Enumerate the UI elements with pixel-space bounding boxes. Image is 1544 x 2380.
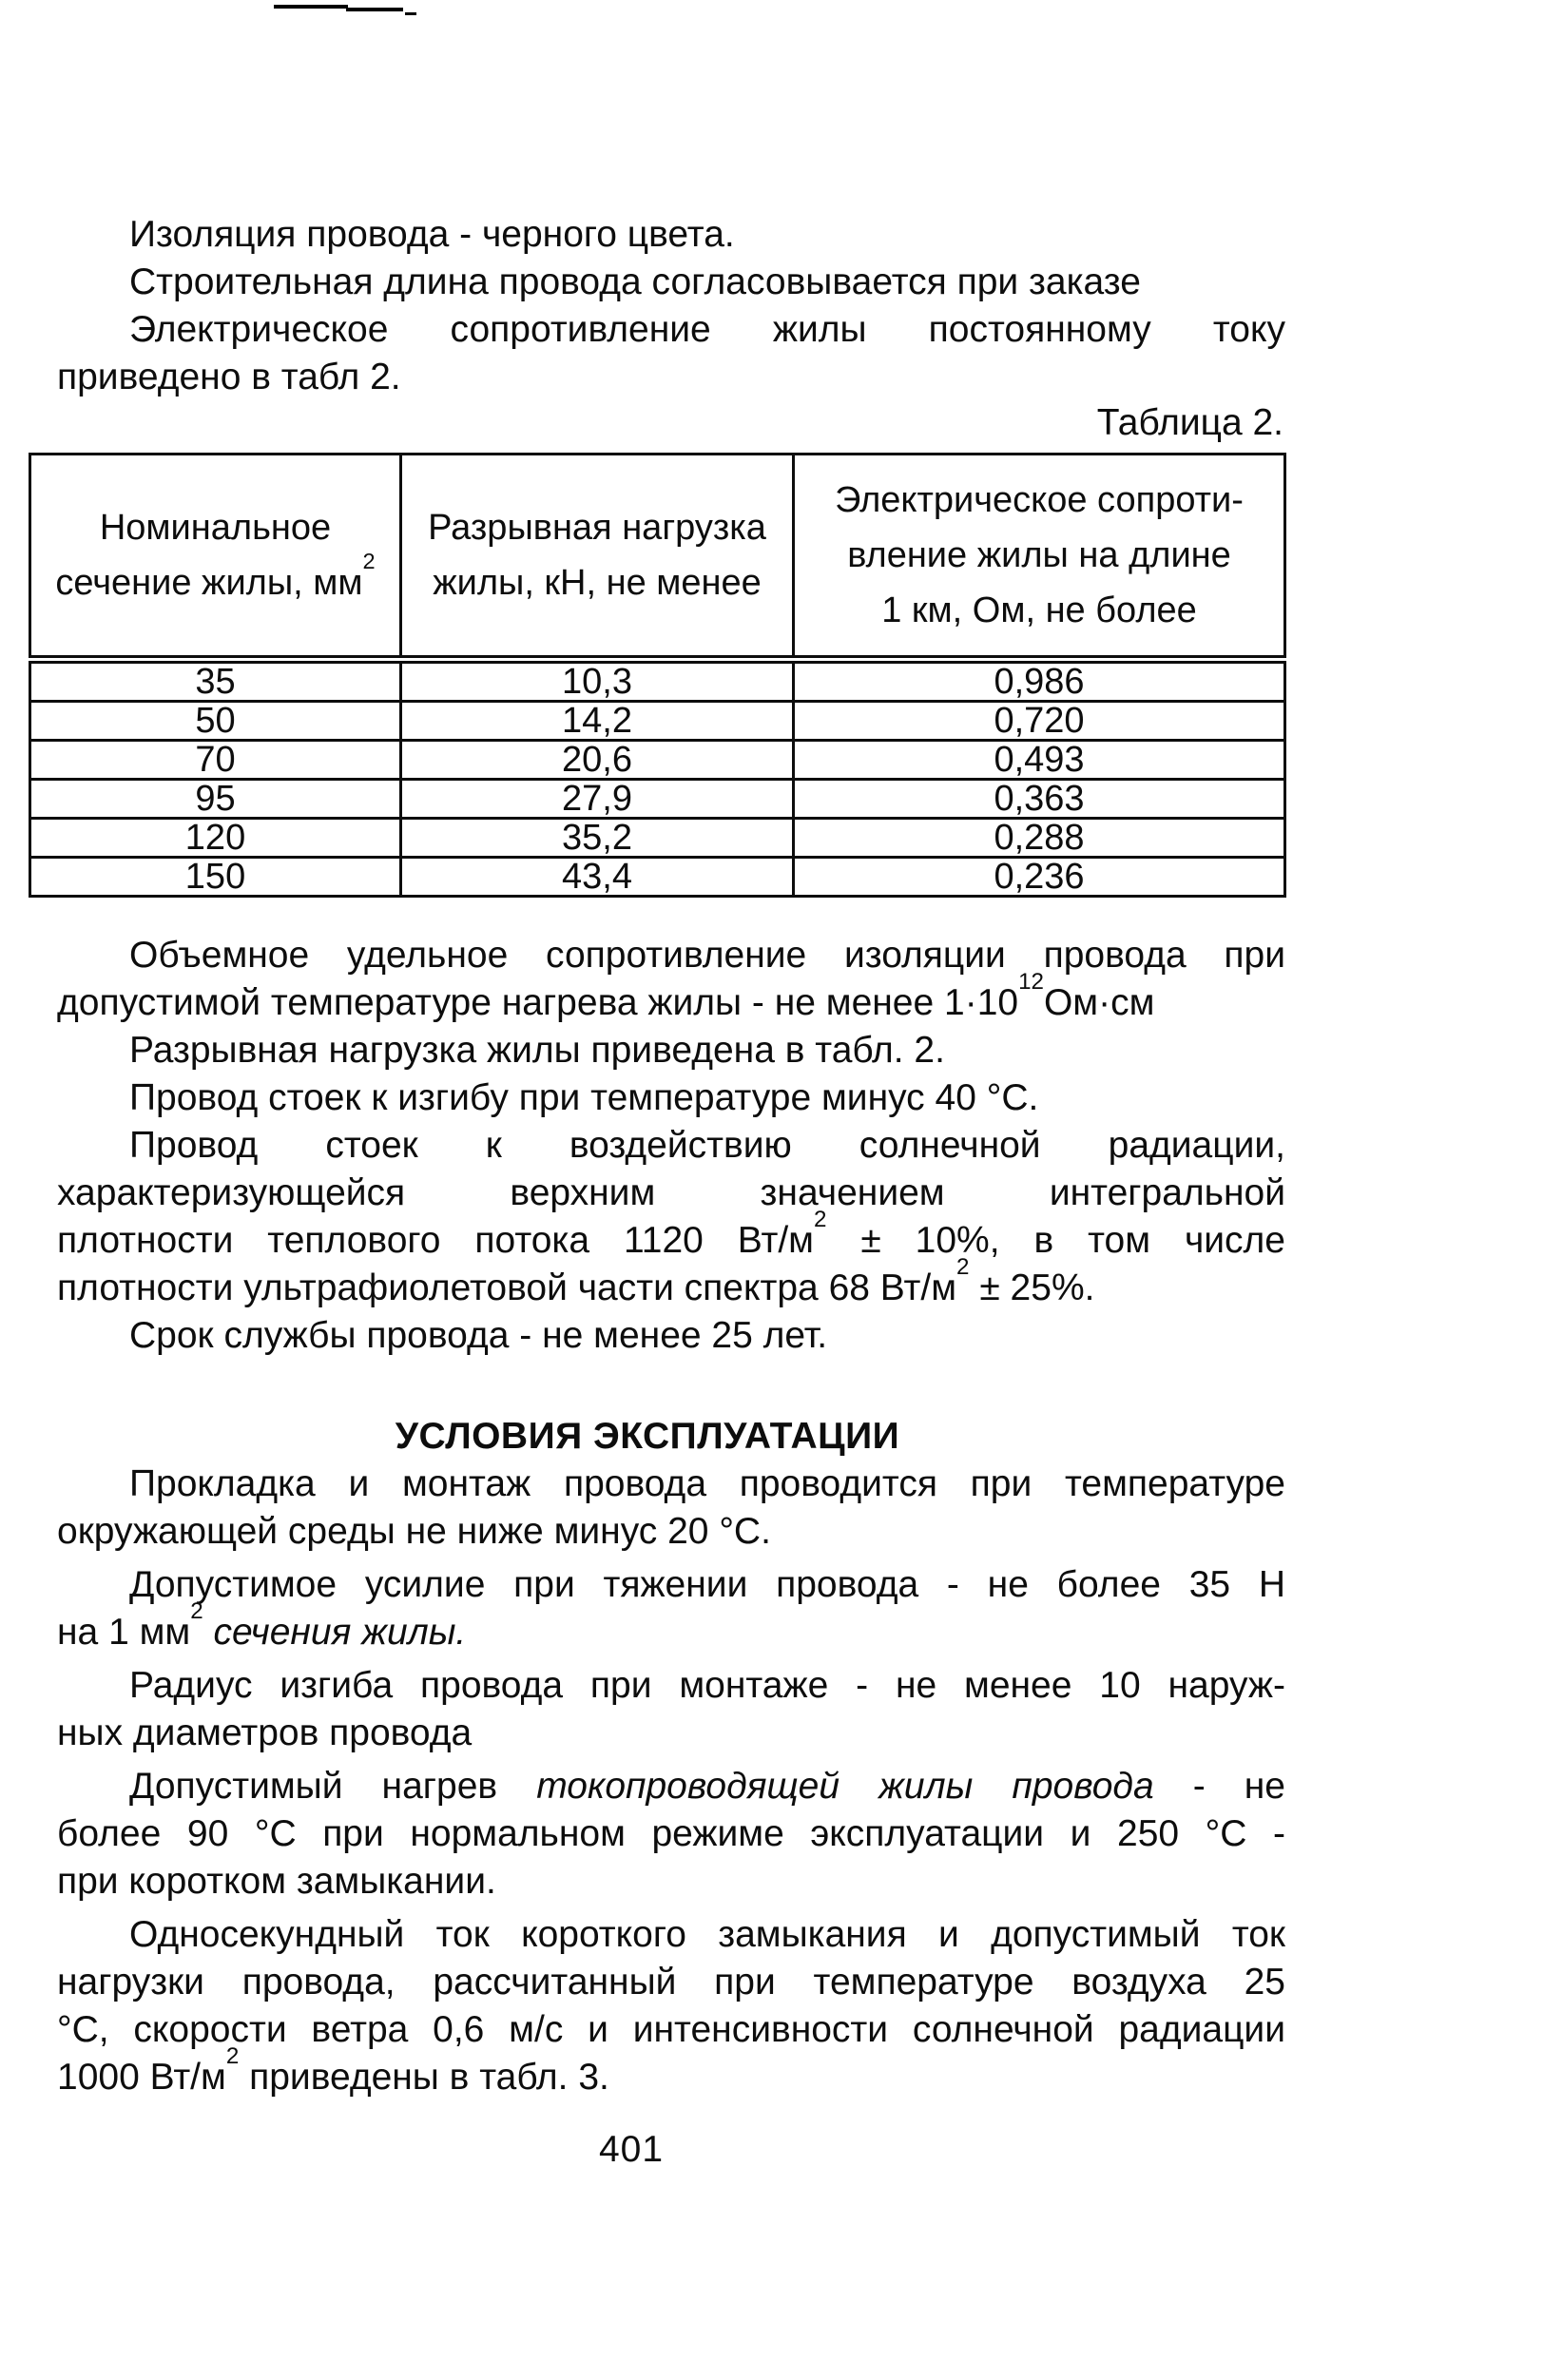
conditions-line-2 — [57, 1508, 1285, 1556]
table-caption — [57, 401, 1285, 445]
text-run: Разрывная нагрузка — [428, 508, 766, 548]
text-run: нагрузки провода, рассчитанный при температуре воздуха 25 — [57, 1962, 1285, 2003]
text-run: Объемное удельное сопротивление изоляции провода при — [129, 935, 1285, 976]
text-run: Изоляция провода - черного цвета. — [129, 214, 735, 255]
cell-section: 95 — [30, 780, 401, 819]
col-header-nominal-section — [30, 455, 401, 660]
cell-resistance: 0,720 — [794, 702, 1285, 741]
conditions-line-12 — [57, 2006, 1285, 2054]
text-run: Радиус изгиба провода при монтаже - не менее 10 наруж- — [129, 1665, 1285, 1706]
cell-resistance: 0,236 — [794, 858, 1285, 897]
text-run: ± 25%. — [969, 1267, 1095, 1308]
properties-line-3 — [57, 1027, 1285, 1074]
section-heading — [33, 1413, 1262, 1461]
intro-line-1 — [57, 211, 1285, 259]
superscript: 12 — [1018, 968, 1044, 995]
properties-line-2 — [57, 968, 1285, 1027]
text-run: Допустимый нагрев — [129, 1766, 537, 1807]
text-run: °С, скорости ветра 0,6 м/с и интенсивности солнечной радиации — [57, 2009, 1285, 2050]
text-run: Провод стоек к изгибу при температуре минус 40 °С. — [129, 1077, 1039, 1118]
cell-section: 150 — [30, 858, 401, 897]
text-run: приведено в табл 2. — [57, 357, 401, 397]
properties-line-8 — [57, 1253, 1285, 1312]
text-run: - не — [1153, 1766, 1286, 1807]
properties-line-6 — [57, 1170, 1285, 1217]
scan-artifact-line — [346, 8, 403, 11]
cell-section: 35 — [30, 660, 401, 702]
cell-section: 50 — [30, 702, 401, 741]
text-run: плотности теплового потока 1120 Вт/м — [57, 1220, 814, 1261]
conditions-line-8 — [57, 1810, 1285, 1858]
text-run: Прокладка и монтаж провода проводится при температуре — [129, 1463, 1285, 1504]
spec-table-2 — [29, 453, 1286, 898]
text-run: более 90 °С при нормальном режиме эксплуатации и 250 °С - — [57, 1813, 1285, 1854]
cell-resistance: 0,493 — [794, 741, 1285, 780]
text-run: вление жилы на длине — [847, 535, 1231, 575]
properties-line-1 — [57, 932, 1285, 979]
text-run: УСЛОВИЯ ЭКСПЛУАТАЦИИ — [395, 1416, 900, 1457]
cell-load: 20,6 — [401, 741, 794, 780]
text-run: Электрическое сопротивление жилы постоянному току — [129, 309, 1285, 350]
conditions-line-1 — [57, 1461, 1285, 1508]
conditions-line-10 — [57, 1911, 1285, 1959]
col-header-electrical-resistance — [794, 455, 1285, 660]
text-run: Ом·см — [1043, 982, 1155, 1023]
text-run: при коротком замыкании. — [57, 1861, 496, 1902]
properties-line-4 — [57, 1074, 1285, 1122]
table-row — [30, 702, 1285, 741]
text-run: плотности ультрафиолетовой части спектра 68 Вт/м — [57, 1267, 957, 1308]
superscript: 2 — [362, 549, 376, 574]
conditions-line-13 — [57, 2042, 1285, 2101]
conditions-line-11 — [57, 1959, 1285, 2006]
conditions-line-4 — [57, 1597, 1285, 1656]
italic-run: сечения жилы. — [203, 1612, 467, 1653]
conditions-line-5 — [57, 1662, 1285, 1710]
text-run: Электрическое сопроти- — [835, 480, 1244, 520]
text-run: характеризующейся верхним значением интегральной — [57, 1172, 1285, 1213]
cell-resistance: 0,986 — [794, 660, 1285, 702]
conditions-line-3 — [57, 1561, 1285, 1609]
text-run: ± 10%, в том числе — [826, 1220, 1285, 1261]
intro-line-4 — [57, 354, 1285, 401]
scan-artifact-line — [274, 5, 348, 9]
scan-artifact-line — [405, 12, 416, 15]
table-row — [30, 858, 1285, 897]
text-run: ных диаметров провода — [57, 1712, 473, 1753]
col-header-breaking-load — [401, 455, 794, 660]
text-run: 1000 Вт/м — [57, 2057, 226, 2098]
text-run: жилы, кН, не менее — [433, 563, 762, 603]
table-row — [30, 741, 1285, 780]
text-run: окружающей среды не ниже минус 20 °С. — [57, 1511, 771, 1552]
text-run: Строительная длина провода согласовывается при заказе — [129, 261, 1141, 302]
text-run: 401 — [598, 2129, 665, 2170]
conditions-line-6 — [57, 1710, 1285, 1757]
table-header-row — [30, 455, 1285, 660]
text-run: на 1 мм — [57, 1612, 191, 1653]
cell-section: 120 — [30, 819, 401, 858]
table-row — [30, 780, 1285, 819]
table-row — [30, 819, 1285, 858]
text-run: Допустимое усилие при тяжении провода - не более 35 Н — [129, 1564, 1285, 1605]
page-body — [57, 211, 1285, 2174]
text-run: Провод стоек к воздействию солнечной радиации, — [129, 1125, 1285, 1166]
cell-load: 43,4 — [401, 858, 794, 897]
conditions-line-7 — [57, 1763, 1285, 1810]
cell-load: 27,9 — [401, 780, 794, 819]
cell-section: 70 — [30, 741, 401, 780]
text-run: Таблица 2. — [1096, 402, 1283, 443]
text-run: приведены в табл. 3. — [239, 2057, 609, 2098]
properties-line-5 — [57, 1122, 1285, 1170]
italic-run: токопроводящей жилы провода — [536, 1766, 1154, 1807]
text-run: Срок службы провода - не менее 25 лет. — [129, 1315, 828, 1356]
text-run: сечение жилы, мм — [55, 563, 363, 603]
properties-line-9 — [57, 1312, 1285, 1360]
superscript: 2 — [225, 2042, 240, 2069]
intro-line-2 — [57, 259, 1285, 306]
superscript: 2 — [956, 1253, 970, 1280]
properties-line-7 — [57, 1206, 1285, 1265]
text-run: допустимой температуре нагрева жилы - не менее 1·10 — [57, 982, 1019, 1023]
text-run: Односекундный ток короткого замыкания и допустимый ток — [129, 1914, 1285, 1955]
table-row — [30, 660, 1285, 702]
superscript: 2 — [813, 1206, 827, 1232]
page-number — [17, 2126, 1245, 2174]
text-run: Разрывная нагрузка жилы приведена в табл. 2. — [129, 1030, 945, 1071]
cell-resistance: 0,363 — [794, 780, 1285, 819]
superscript: 2 — [190, 1597, 203, 1624]
text-run: 1 км, Ом, не более — [881, 590, 1197, 630]
text-run: Номинальное — [99, 508, 332, 548]
cell-load: 10,3 — [401, 660, 794, 702]
cell-load: 14,2 — [401, 702, 794, 741]
intro-line-3 — [57, 306, 1285, 354]
conditions-line-9 — [57, 1858, 1285, 1906]
cell-load: 35,2 — [401, 819, 794, 858]
cell-resistance: 0,288 — [794, 819, 1285, 858]
